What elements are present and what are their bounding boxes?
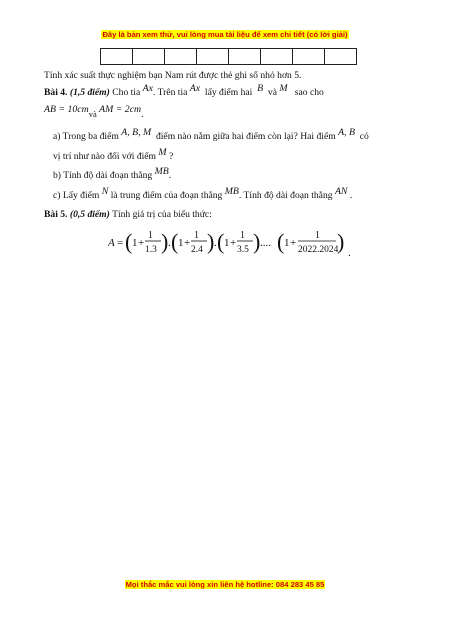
plus-sign: + xyxy=(290,237,297,249)
one: 1 xyxy=(178,237,184,249)
am-expression: AM = 2cm xyxy=(99,104,142,115)
denominator-2: 2.4 xyxy=(191,245,203,255)
paren-open: ( xyxy=(125,229,133,254)
text: Cho tia xyxy=(112,87,141,98)
answer-table xyxy=(100,48,357,65)
paren-open: ( xyxy=(217,229,225,254)
text: a) Trong ba điểm xyxy=(53,131,119,142)
text: . Tính độ dài đoạn thẳng xyxy=(238,190,333,201)
product-formula xyxy=(108,222,358,262)
text: sao cho xyxy=(294,87,324,98)
numerator: 1 xyxy=(194,230,199,241)
bai4-points: (1,5 điểm) xyxy=(69,87,110,98)
one: 1 xyxy=(132,237,138,249)
bai5-line xyxy=(44,209,212,220)
text: b) Tính độ dài đoạn thẳng xyxy=(53,170,153,181)
ray-ax: Ax xyxy=(189,83,201,94)
table-cell xyxy=(133,49,165,65)
part-c xyxy=(53,186,353,201)
plus-sign: + xyxy=(138,237,145,249)
table-cell xyxy=(165,49,197,65)
text: là trung điểm của đoạn thẳng xyxy=(110,190,223,201)
part-b xyxy=(53,166,172,181)
paren-open: ( xyxy=(277,229,285,254)
table-cell xyxy=(325,49,357,65)
segment-an: AN xyxy=(334,186,348,197)
text: c) Lấy điểm xyxy=(53,190,100,201)
bai4-line1 xyxy=(44,83,324,98)
part-a-line1 xyxy=(53,127,369,142)
formula-lhs: A xyxy=(108,237,115,249)
plus-sign: + xyxy=(184,237,191,249)
point-m: M xyxy=(158,147,167,158)
ab-expression: AB = 10cm xyxy=(44,104,89,115)
point-b: B xyxy=(257,83,264,94)
table-cell xyxy=(197,49,229,65)
text: có xyxy=(359,131,369,142)
equals-sign: = xyxy=(117,237,124,249)
paren-close: ) xyxy=(207,229,215,254)
text: . Trên tia xyxy=(152,87,188,98)
table-cell xyxy=(229,49,261,65)
one: 1 xyxy=(224,237,230,249)
preview-banner xyxy=(0,30,450,39)
point-m: M xyxy=(279,83,288,94)
bai5-points: (0,5 điểm) xyxy=(69,209,110,220)
formula-end-dot: . xyxy=(348,247,351,259)
plus-sign: + xyxy=(230,237,237,249)
part-a-line2 xyxy=(53,147,174,162)
paren-close: ) xyxy=(337,229,345,254)
segment-mb: MB xyxy=(154,166,169,177)
denominator-3: 3.5 xyxy=(237,245,249,255)
text: điểm nào nằm giữa hai điểm còn lại? Hai điểm xyxy=(155,131,336,142)
text: . xyxy=(141,109,144,120)
table-cell xyxy=(101,49,133,65)
paren-open: ( xyxy=(171,229,179,254)
probability-question: Tính xác suất thực nghiệm bạn Nam rút được thẻ ghi số nhỏ hơn 5. xyxy=(44,70,302,81)
hotline-banner-text: Mọi thắc mắc vui lòng xin liên hệ hotline: 084 283 45 85 xyxy=(125,580,325,589)
numerator: 1 xyxy=(240,230,245,241)
ray-ax: Ax xyxy=(142,83,153,94)
numerator: 1 xyxy=(315,230,320,241)
numerator: 1 xyxy=(148,230,153,241)
text: và xyxy=(267,87,277,98)
hotline-banner xyxy=(0,580,450,589)
text: . xyxy=(168,170,172,181)
text: vị trí như nào đối với điểm xyxy=(53,151,157,162)
bai4-line2 xyxy=(44,104,144,120)
dot-operator: . xyxy=(214,237,217,249)
text: Tính giá trị của biểu thức: xyxy=(112,209,212,220)
text: ? xyxy=(169,151,174,162)
bai4-label: Bài 4. xyxy=(44,87,68,98)
text: và xyxy=(88,109,97,119)
formula-svg xyxy=(108,222,358,262)
ellipsis: .... xyxy=(260,237,271,249)
points-ab: A, B xyxy=(338,127,355,138)
denominator-1: 1.3 xyxy=(145,245,157,255)
one: 1 xyxy=(284,237,290,249)
table-cell xyxy=(261,49,293,65)
paren-close: ) xyxy=(161,229,169,254)
preview-banner-text: Đây là bản xem thử, vui lòng mua tài liệu để xem chi tiết (có lời giải) xyxy=(102,30,348,39)
dot-operator: . xyxy=(168,237,171,249)
text: . xyxy=(349,190,353,201)
table-cell xyxy=(293,49,325,65)
bai5-label: Bài 5. xyxy=(44,209,68,220)
paren-close: ) xyxy=(253,229,261,254)
segment-mb: MB xyxy=(224,186,239,197)
points-abm: A, B, M xyxy=(121,127,152,138)
point-n: N xyxy=(101,186,109,197)
text: lấy điểm hai xyxy=(204,87,253,98)
denominator-last: 2022.2024 xyxy=(298,245,339,255)
